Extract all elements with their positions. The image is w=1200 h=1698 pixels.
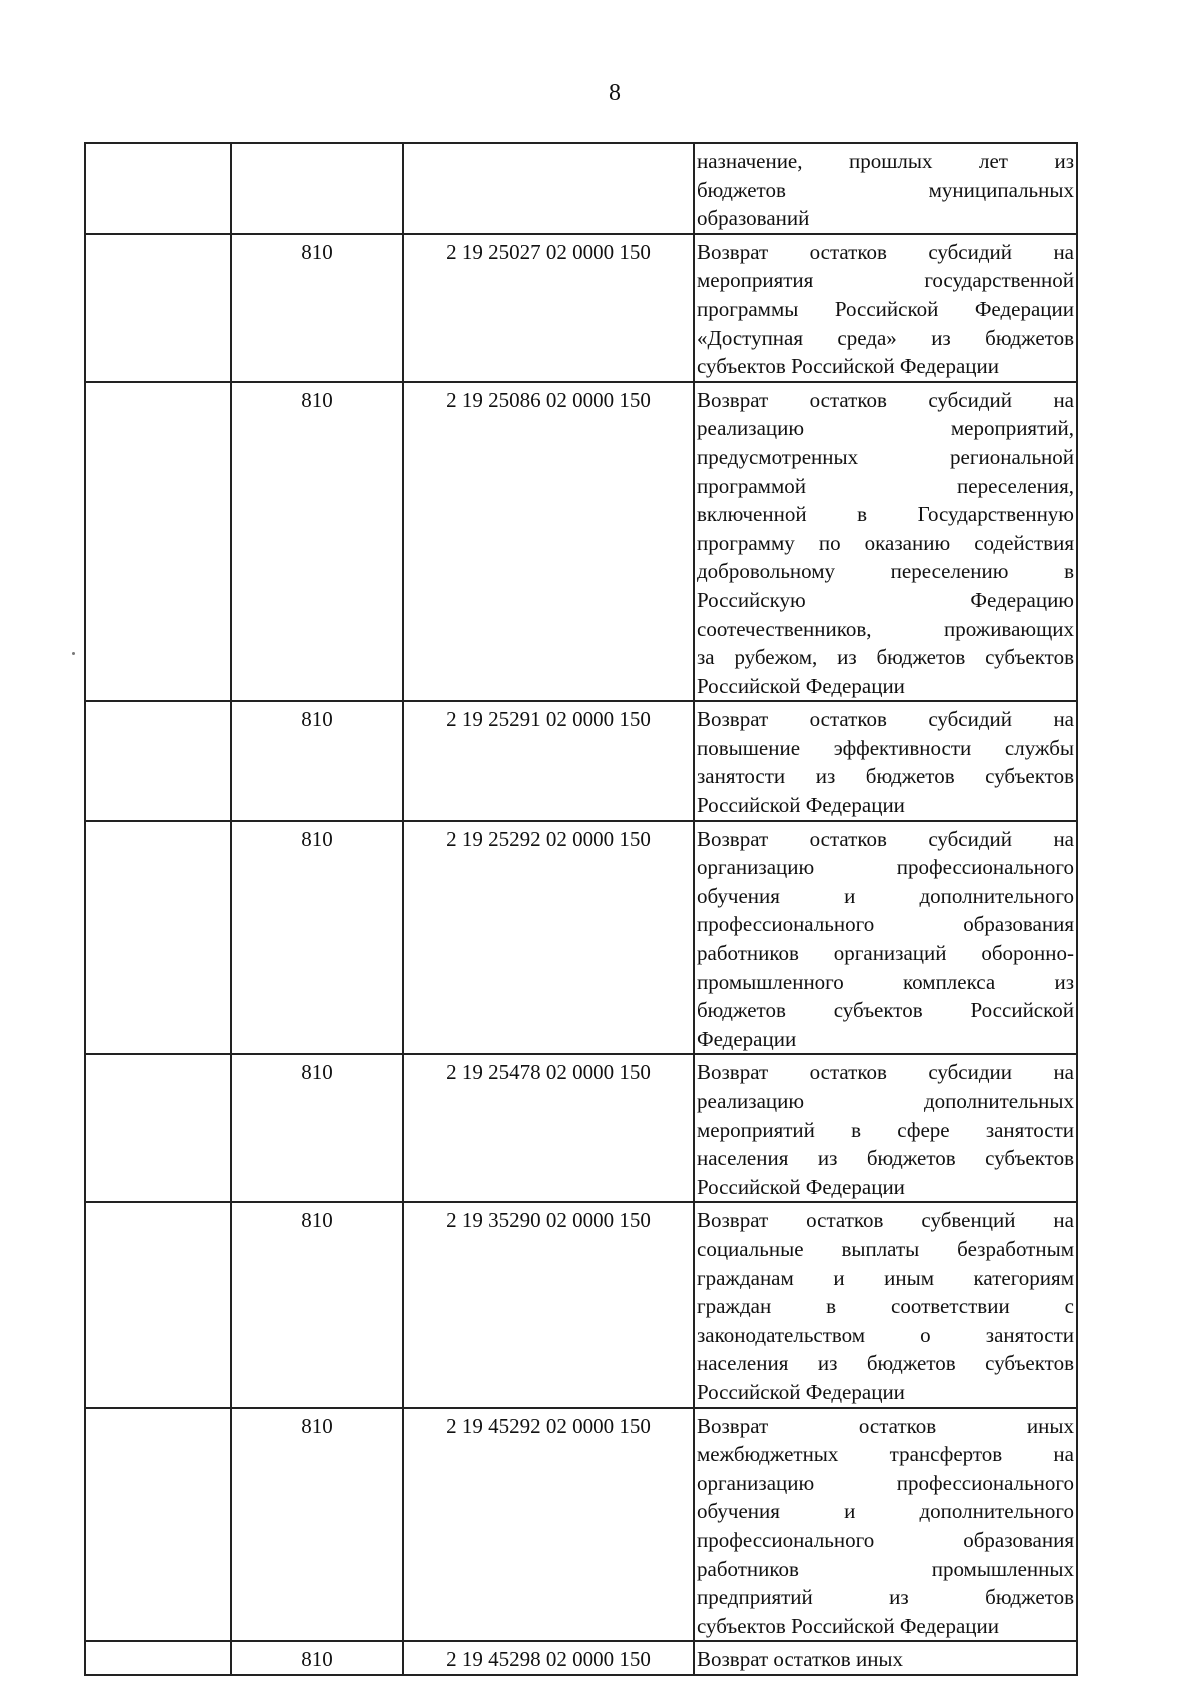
- description-line: субъектов Российской Федерации: [697, 354, 1000, 379]
- description-line: Возврат остатков субсидии на: [697, 1060, 1074, 1085]
- budget-code-cell: 2 19 25291 02 0000 150: [403, 701, 694, 820]
- budget-code-cell: 2 19 45292 02 0000 150: [403, 1408, 694, 1642]
- description-line: «Доступная среда» из бюджетов: [697, 325, 1074, 350]
- description-line: организацию профессионального: [697, 1470, 1074, 1495]
- empty-cell: [85, 143, 231, 234]
- description-line: обучения и дополнительного: [697, 883, 1074, 908]
- scan-speck: [72, 652, 75, 655]
- description-line: гражданам и иным категориям: [697, 1265, 1074, 1290]
- description-line: мероприятий в сфере занятости: [697, 1117, 1074, 1142]
- empty-cell: [85, 1408, 231, 1642]
- description-line: Российскую Федерацию: [697, 587, 1074, 612]
- description-line: организацию профессионального: [697, 855, 1074, 880]
- description-cell: [694, 382, 1077, 702]
- table-row: [85, 1054, 1077, 1202]
- description-line: профессионального образования: [697, 1527, 1074, 1552]
- description-cell: [694, 143, 1077, 234]
- description-line: Возврат остатков иных: [697, 1647, 904, 1672]
- admin-code-cell: 810: [231, 234, 403, 382]
- table-row: [85, 1202, 1077, 1407]
- description-line: социальные выплаты безработным: [697, 1236, 1074, 1261]
- table-row: [85, 1408, 1077, 1642]
- page-number: 8: [609, 80, 621, 106]
- description-line: работников промышленных: [697, 1556, 1074, 1581]
- description-line: реализацию дополнительных: [697, 1089, 1074, 1113]
- admin-code-cell: 810: [231, 1408, 403, 1642]
- description-line: межбюджетных трансфертов на: [697, 1442, 1074, 1467]
- description-line: бюджетов муниципальных: [697, 177, 1074, 202]
- admin-code-cell: 810: [231, 382, 403, 702]
- description-line: повышение эффективности службы: [697, 735, 1074, 760]
- description-line: программу по оказанию содействия: [697, 530, 1074, 555]
- table-row: [85, 234, 1077, 382]
- table-body: [85, 143, 1077, 1675]
- description-line: промышленного комплекса из: [697, 969, 1074, 994]
- description-line: предусмотренных региональной: [697, 444, 1074, 469]
- description-cell: [694, 701, 1077, 820]
- description-line: работников организаций оборонно-: [697, 941, 1074, 966]
- empty-cell: [85, 1202, 231, 1407]
- admin-code-cell: 810: [231, 1054, 403, 1202]
- description-line: добровольному переселению в: [697, 559, 1074, 584]
- budget-codes-table: [84, 142, 1078, 1676]
- table-row: [85, 1641, 1077, 1675]
- empty-cell: [85, 701, 231, 820]
- admin-code-cell: 810: [231, 1202, 403, 1407]
- description-line: программой переселения,: [697, 473, 1074, 498]
- description-line: населения из бюджетов субъектов: [697, 1146, 1074, 1171]
- description-line: профессионального образования: [697, 912, 1074, 937]
- description-cell: [694, 821, 1077, 1055]
- budget-code-cell: 2 19 25086 02 0000 150: [403, 382, 694, 702]
- budget-code-cell: 2 19 25292 02 0000 150: [403, 821, 694, 1055]
- admin-code-cell: 810: [231, 701, 403, 820]
- empty-cell: [85, 1641, 231, 1675]
- description-line: Российской Федерации: [697, 673, 905, 698]
- description-line: граждан в соответствии с: [697, 1294, 1074, 1319]
- empty-cell: [85, 1054, 231, 1202]
- description-line: Федерации: [697, 1026, 797, 1051]
- description-cell: [694, 1054, 1077, 1202]
- description-line: включенной в Государственную: [697, 502, 1074, 527]
- description-line: назначение, прошлых лет из: [697, 149, 1074, 173]
- description-line: Российской Федерации: [697, 1379, 905, 1404]
- budget-code-cell: 2 19 25478 02 0000 150: [403, 1054, 694, 1202]
- description-line: бюджетов субъектов Российской: [697, 998, 1074, 1023]
- empty-cell: [85, 234, 231, 382]
- description-line: Возврат остатков субсидий на: [697, 707, 1074, 732]
- admin-code-cell: [231, 143, 403, 234]
- description-line: Возврат остатков иных: [697, 1413, 1074, 1438]
- description-line: Российской Федерации: [697, 793, 905, 818]
- table-row: [85, 821, 1077, 1055]
- admin-code-cell: 810: [231, 1641, 403, 1675]
- description-line: занятости из бюджетов субъектов: [697, 764, 1074, 789]
- budget-code-cell: 2 19 35290 02 0000 150: [403, 1202, 694, 1407]
- description-line: Возврат остатков субвенций на: [697, 1208, 1074, 1233]
- description-line: за рубежом, из бюджетов субъектов: [697, 645, 1074, 670]
- description-line: реализацию мероприятий,: [697, 416, 1074, 441]
- description-line: программы Российской Федерации: [697, 296, 1074, 321]
- table-row: [85, 143, 1077, 234]
- description-line: обучения и дополнительного: [697, 1499, 1074, 1524]
- description-line: населения из бюджетов субъектов: [697, 1351, 1074, 1376]
- empty-cell: [85, 382, 231, 702]
- description-line: Возврат остатков субсидий на: [697, 239, 1074, 264]
- description-line: предприятий из бюджетов: [697, 1585, 1074, 1610]
- admin-code-cell: 810: [231, 821, 403, 1055]
- description-line: Возврат остатков субсидий на: [697, 826, 1074, 851]
- description-line: соотечественников, проживающих: [697, 616, 1074, 641]
- description-cell: [694, 1202, 1077, 1407]
- budget-code-cell: 2 19 25027 02 0000 150: [403, 234, 694, 382]
- description-line: мероприятия государственной: [697, 268, 1074, 293]
- description-cell: [694, 1641, 1077, 1675]
- budget-code-cell: [403, 143, 694, 234]
- description-line: Российской Федерации: [697, 1174, 905, 1199]
- budget-code-cell: 2 19 45298 02 0000 150: [403, 1641, 694, 1675]
- table-row: [85, 701, 1077, 820]
- description-cell: [694, 234, 1077, 382]
- description-cell: [694, 1408, 1077, 1642]
- description-line: законодательством о занятости: [697, 1322, 1074, 1347]
- table-row: [85, 382, 1077, 702]
- description-line: Возврат остатков субсидий на: [697, 387, 1074, 412]
- description-line: субъектов Российской Федерации: [697, 1613, 1000, 1638]
- empty-cell: [85, 821, 231, 1055]
- description-line: образований: [697, 206, 810, 231]
